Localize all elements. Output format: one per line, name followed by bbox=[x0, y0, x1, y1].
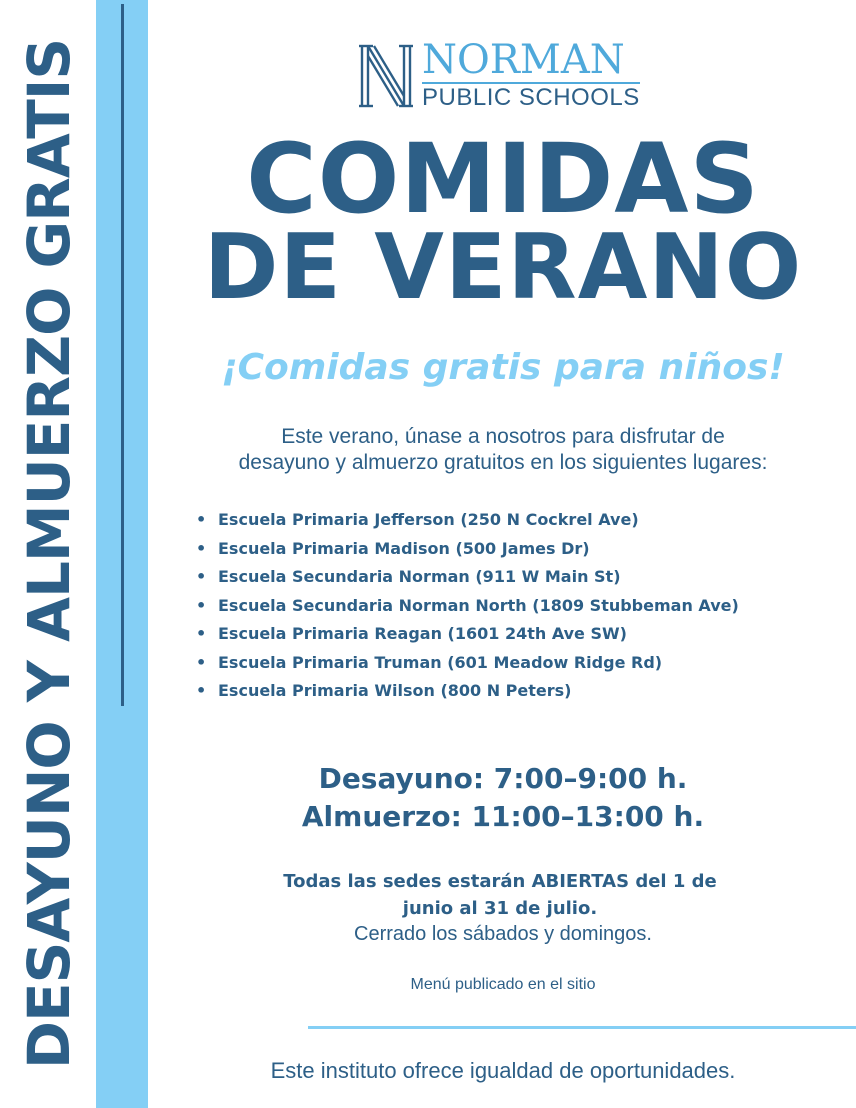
title-line-2: DE VERANO bbox=[203, 215, 803, 320]
open-dates-line-2: junio al 31 de julio. bbox=[402, 898, 598, 919]
meal-hours bbox=[150, 760, 856, 836]
equal-opportunity-footer: Este instituto ofrece igualdad de oportunidades. bbox=[270, 1058, 736, 1083]
intro-line-1: Este verano, únase a nosotros para disfrutar de bbox=[281, 425, 725, 448]
location-text: Escuela Primaria Reagan (1601 24th Ave SW) bbox=[218, 624, 627, 643]
list-item bbox=[196, 506, 739, 535]
list-item bbox=[196, 620, 739, 649]
intro-line-2: desayuno y almuerzo gratuitos en los siguientes lugares: bbox=[238, 451, 768, 474]
bullet-icon: • bbox=[196, 595, 207, 615]
bullet-icon: • bbox=[196, 652, 207, 672]
location-text: Escuela Primaria Wilson (800 N Peters) bbox=[218, 681, 572, 700]
logo-subname: PUBLIC SCHOOLS bbox=[422, 84, 640, 111]
bullet-icon: • bbox=[196, 681, 207, 700]
lunch-hours: Almuerzo: 11:00–13:00 h. bbox=[301, 800, 705, 833]
norman-public-schools-logo bbox=[358, 37, 640, 112]
locations-list bbox=[196, 506, 739, 706]
closed-days: Cerrado los sábados y domingos. bbox=[354, 923, 652, 945]
bullet-icon: • bbox=[196, 567, 207, 586]
side-banner bbox=[8, 0, 90, 1108]
side-banner-text: DESAYUNO Y ALMUERZO GRATIS bbox=[15, 38, 83, 1070]
open-dates bbox=[240, 868, 760, 922]
logo-name: NORMAN bbox=[422, 40, 640, 84]
list-item bbox=[196, 649, 739, 678]
list-item bbox=[196, 535, 739, 564]
side-accent-line bbox=[121, 4, 124, 706]
bullet-icon: • bbox=[196, 624, 207, 643]
list-item bbox=[196, 677, 739, 706]
open-dates-line-1: Todas las sedes estarán ABIERTAS del 1 de bbox=[283, 871, 717, 892]
location-text: Escuela Secundaria Norman (911 W Main St) bbox=[218, 567, 621, 586]
norman-n-logo-icon bbox=[358, 42, 414, 110]
footer-divider bbox=[308, 1026, 856, 1029]
bullet-icon: • bbox=[196, 510, 207, 529]
location-text: Escuela Primaria Jefferson (250 N Cockrel Ave) bbox=[218, 510, 639, 529]
location-text: Escuela Secundaria Norman North (1809 Stubbeman Ave) bbox=[218, 595, 739, 615]
location-text: Escuela Primaria Truman (601 Meadow Ridge Rd) bbox=[218, 652, 663, 672]
breakfast-hours: Desayuno: 7:00–9:00 h. bbox=[318, 762, 688, 795]
title-line-1: COMIDAS bbox=[246, 123, 760, 235]
intro-paragraph bbox=[170, 424, 836, 476]
list-item bbox=[196, 592, 739, 621]
menu-note: Menú publicado en el sitio bbox=[410, 976, 596, 993]
bullet-icon: • bbox=[196, 538, 207, 558]
logo-text bbox=[422, 37, 640, 112]
location-text: Escuela Primaria Madison (500 James Dr) bbox=[218, 538, 590, 558]
subtitle: ¡Comidas gratis para niños! bbox=[221, 347, 785, 388]
list-item bbox=[196, 563, 739, 592]
